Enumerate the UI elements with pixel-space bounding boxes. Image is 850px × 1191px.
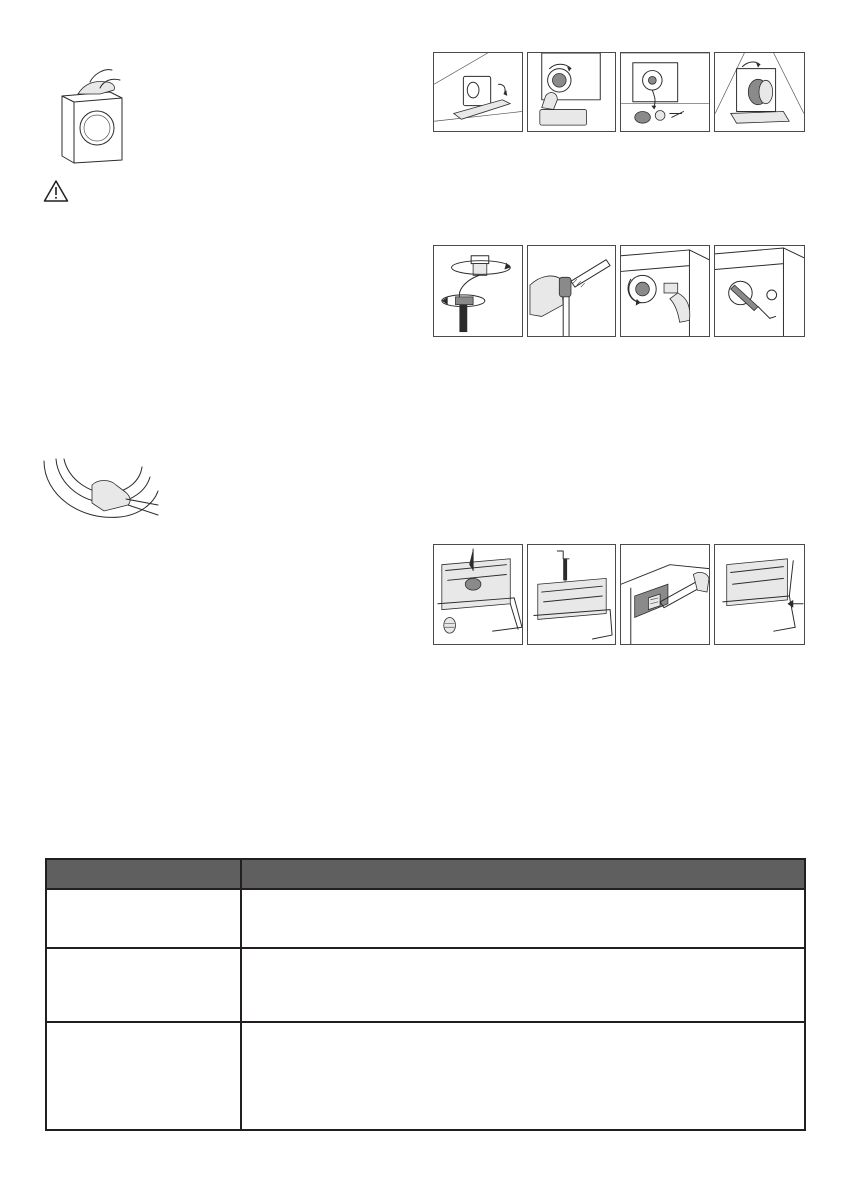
figure-open-filter-cover bbox=[433, 52, 523, 132]
problem-cell bbox=[46, 889, 241, 948]
figure-unscrew-valve-filter bbox=[620, 245, 710, 337]
door-seal-cleaning-illustration bbox=[40, 455, 162, 521]
solution-cell bbox=[241, 1022, 805, 1130]
figure-press-lever-remove-drawer bbox=[433, 544, 523, 645]
figure-unscrew-filter bbox=[527, 52, 616, 132]
figure-brush-drawer-recess bbox=[620, 544, 710, 645]
figure-unscrew-inlet-hose bbox=[433, 245, 523, 337]
wipe-exterior-illustration bbox=[50, 62, 130, 167]
solution-cell bbox=[241, 948, 805, 1022]
table-row bbox=[46, 889, 805, 948]
figure-reinsert-drawer bbox=[714, 544, 805, 645]
troubleshooting-table bbox=[45, 858, 806, 1131]
table-header-row bbox=[46, 859, 805, 889]
column-header-problem bbox=[46, 859, 241, 889]
warning-triangle-icon bbox=[43, 179, 69, 203]
solution-cell bbox=[241, 889, 805, 948]
figure-brush-valve-filter bbox=[714, 245, 805, 337]
problem-cell bbox=[46, 1022, 241, 1130]
column-header-solution bbox=[241, 859, 805, 889]
figure-rinse-drawer bbox=[527, 544, 616, 645]
figure-brush-hose-filter bbox=[527, 245, 616, 337]
figure-remove-filter-and-debris bbox=[620, 52, 710, 132]
problem-cell bbox=[46, 948, 241, 1022]
table-row bbox=[46, 1022, 805, 1130]
table-row bbox=[46, 948, 805, 1022]
figure-reinsert-filter bbox=[714, 52, 805, 132]
